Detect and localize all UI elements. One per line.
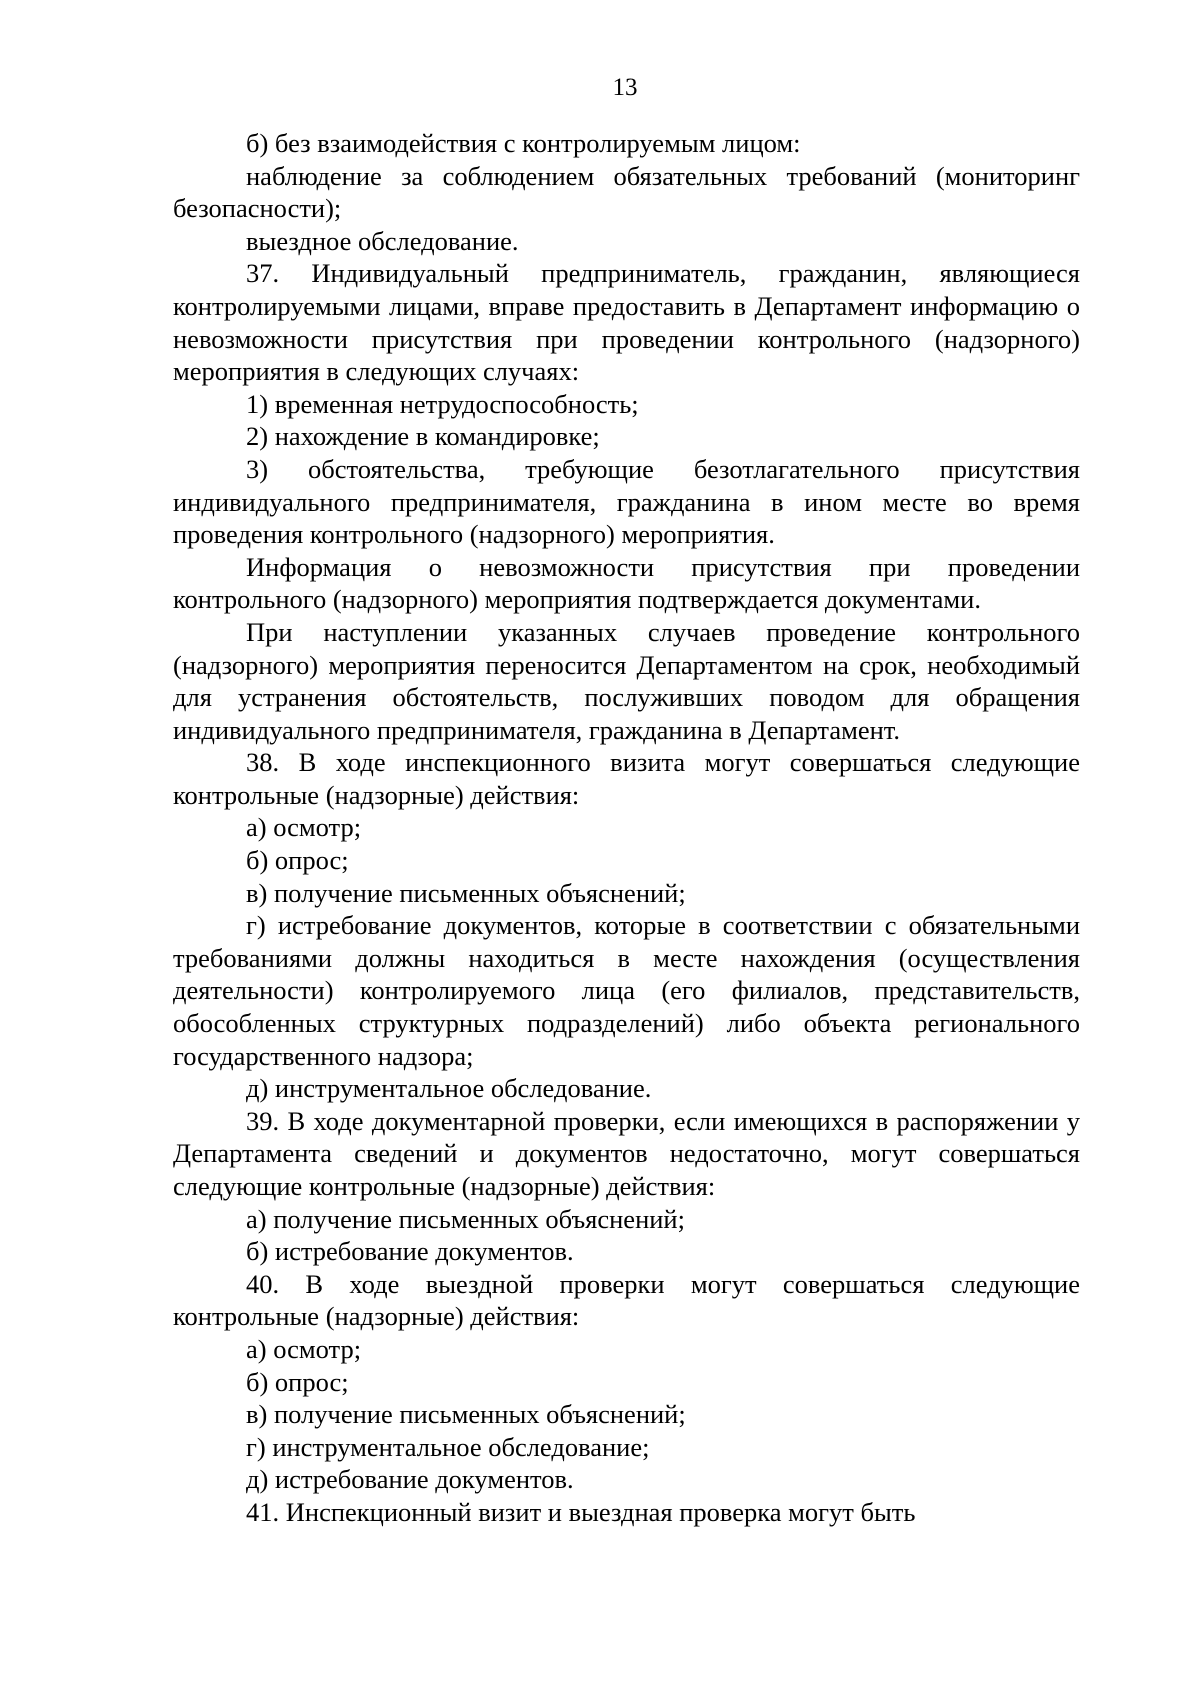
paragraph: а) получение письменных объяснений; [246,1203,685,1234]
paragraph: а) осмотр; [246,812,362,843]
paragraph: наблюдение за соблюдением обязательных требований (мониторинг безопасности); [173,160,1080,224]
paragraph: 3) обстоятельства, требующие безотлагательного присутствия индивидуального предпринимателя, гражданина в ином месте во время проведения контрольного (надзорного) мероприятия. [173,453,1080,550]
paragraph: выездное обследование. [246,225,519,256]
paragraph: 39. В ходе документарной проверки, если имеющихся в распоряжении у Департамента сведений и документов недостаточно, могут совершаться следующие контрольные (надзорные) действия: [173,1105,1080,1201]
page-number: 13 [612,74,638,101]
paragraph: г) инструментальное обследование; [246,1431,650,1462]
paragraph: а) осмотр; [246,1333,362,1364]
paragraph: б) опрос; [246,845,349,876]
paragraph: 41. Инспекционный визит и выездная проверка могут быть [246,1496,916,1527]
paragraph: 2) нахождение в командировке; [246,421,600,452]
paragraph: д) инструментальное обследование. [246,1073,652,1104]
paragraph: в) получение письменных объяснений; [246,877,686,908]
paragraph: б) без взаимодействия с контролируемым лицом: [246,128,801,158]
paragraph: 38. В ходе инспекционного визита могут совершаться следующие контрольные (надзорные) действия: [173,747,1080,810]
paragraph: в) получение письменных объяснений; [246,1399,686,1430]
paragraph: б) опрос; [246,1366,349,1397]
paragraph: Информация о невозможности присутствия при проведении контрольного (надзорного) мероприятия подтверждается документами. [173,551,1080,615]
paragraph: д) истребование документов. [246,1464,574,1495]
document-body [173,127,1080,1529]
paragraph: 40. В ходе выездной проверки могут совершаться следующие контрольные (надзорные) действия: [173,1268,1080,1332]
paragraph: б) истребование документов. [246,1236,574,1267]
paragraph: При наступлении указанных случаев проведение контрольного (надзорного) мероприятия переносится Департаментом на срок, необходимый для устранения обстоятельств, послуживших поводом для обращения индивидуального предпринимателя, гражданина в Департамент. [173,616,1080,745]
paragraph: 1) временная нетрудоспособность; [246,388,639,419]
paragraph: г) истребование документов, которые в соответствии с обязательными требованиями должны находиться в месте нахождения (осуществления деятельности) контролируемого лица (его филиалов, представительств, обособленных структурных подразделений) либо объекта регионального государственного надзора; [173,910,1080,1071]
paragraph: 37. Индивидуальный предприниматель, гражданин, являющиеся контролируемыми лицами, вправе предоставить в Департамент информацию о невозможности присутствия при проведении контрольного (надзорного) мероприятия в следующих случаях: [173,258,1080,387]
